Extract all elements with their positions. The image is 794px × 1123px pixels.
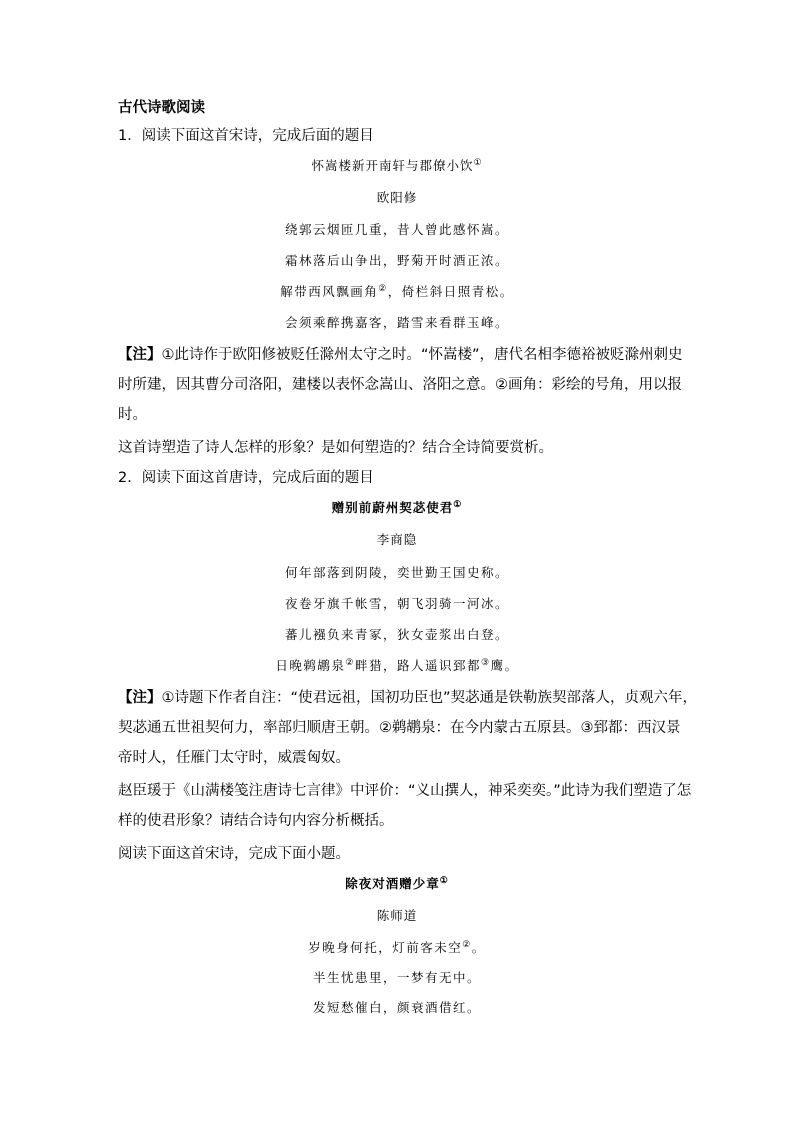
q1-note-label: 【注】 [118, 347, 162, 363]
q2-note-line-1 [118, 686, 697, 707]
q1-poem-line-3b: ，倚栏斜日照青松。 [387, 284, 514, 299]
q2-poem-line-4-mark-a: ② [345, 657, 355, 668]
q3-poem-title [0, 874, 794, 892]
q2-poem-line-4a: 日晚鹈鹕泉 [275, 658, 346, 673]
q1-note-text-1: ①此诗作于欧阳修被贬任滁州太守之时。“怀嵩楼”，唐代名相李德裕被贬滁州刺史 [161, 347, 683, 363]
q1-poem-line-4: 会须乘醉携嘉客，踏雪来看群玉峰。 [284, 315, 509, 330]
section-title: 古代诗歌阅读 [118, 100, 205, 116]
q2-author: 李商隐 [376, 532, 418, 547]
q3-poem-line-1b: 。 [471, 940, 486, 955]
q2-poem-line-4b: 畔猎，路人遥识郅都 [354, 658, 481, 673]
q1-poem-line-3a: 解带西风飘画角 [280, 284, 379, 299]
q3-poem-line-1a: 岁晚身何托，灯前客未空 [308, 940, 463, 955]
q2-question-line-1: 赵臣瑗于《山满楼笺注唐诗七言律》中评价：“义山撰人，神采奕奕。”此诗为我们塑造了怎 [118, 783, 692, 799]
q2-note-label: 【注】 [118, 690, 162, 706]
q2-poem-line-4 [0, 656, 794, 674]
q2-note-text-1: ①诗题下作者自注：“使君远祖，国初功臣也”契苾通是铁勒族契部落人，贞观六年， [161, 690, 698, 706]
q1-note-line-2: 时所建，因其曹分司洛阳，建楼以表怀念嵩山、洛阳之意。②画角：彩绘的号角，用以报 [118, 377, 682, 393]
q3-poem-title-text: 除夜对酒赠少章 [345, 876, 440, 891]
q3-poem-line-3: 发短愁催白，颜衰酒借红。 [312, 1000, 481, 1015]
q1-note-line-3: 时。 [118, 407, 147, 423]
q2-poem-line-4c: 鹰。 [490, 658, 519, 673]
q1-author: 欧阳修 [376, 190, 418, 205]
q2-note-line-2: 契苾通五世祖契何力，率部归顺唐王朝。②鹈鹕泉：在今内蒙古五原县。③郅都：西汉景 [118, 720, 681, 736]
q1-note-line-1 [118, 343, 683, 364]
q3-intro: 阅读下面这首宋诗，完成下面小题。 [118, 846, 350, 862]
q2-poem-line-2: 夜卷牙旗千帐雪，朝飞羽骑一河冰。 [284, 596, 509, 611]
q1-poem-title-mark: ① [473, 157, 483, 168]
q2-poem-line-4-mark-b: ③ [481, 657, 491, 668]
q2-note-line-3: 帝时人，任雁门太守时，威震匈奴。 [118, 750, 350, 766]
q1-poem-line-3-mark: ② [378, 283, 388, 294]
q2-poem-title [0, 498, 794, 516]
q1-poem-line-1: 绕郭云烟匝几重，昔人曾此感怀嵩。 [284, 222, 509, 237]
q3-poem-title-mark: ① [439, 875, 449, 886]
q2-poem-line-3: 蕃儿襁负来青冢，狄女壶浆出白登。 [284, 627, 509, 642]
q2-poem-title-text: 赠别前蔚州契苾使君 [331, 500, 454, 515]
q1-intro: 1．阅读下面这首宋诗，完成后面的题目 [118, 128, 374, 144]
q1-question: 这首诗塑造了诗人怎样的形象？是如何塑造的？结合全诗简要赏析。 [118, 440, 553, 456]
q2-intro: 2．阅读下面这首唐诗，完成后面的题目 [118, 470, 374, 486]
q3-poem-line-1 [0, 938, 794, 956]
q1-poem-line-3 [0, 282, 794, 300]
q1-poem-title-text: 怀嵩楼新开南轩与郡僚小饮 [311, 158, 474, 173]
q2-question-line-2: 样的使君形象？请结合诗句内容分析概括。 [118, 813, 394, 829]
q1-poem-title [0, 156, 794, 174]
q3-poem-line-2: 半生忧患里，一梦有无中。 [312, 970, 481, 985]
q3-poem-line-1-mark: ② [462, 939, 472, 950]
q1-poem-line-2: 霜林落后山争出，野菊开时酒正浓。 [284, 253, 509, 268]
q3-author: 陈师道 [376, 908, 418, 923]
q2-poem-title-mark: ① [453, 499, 463, 510]
q2-poem-line-1: 何年部落到阴陵，奕世勤王国史称。 [284, 565, 509, 580]
